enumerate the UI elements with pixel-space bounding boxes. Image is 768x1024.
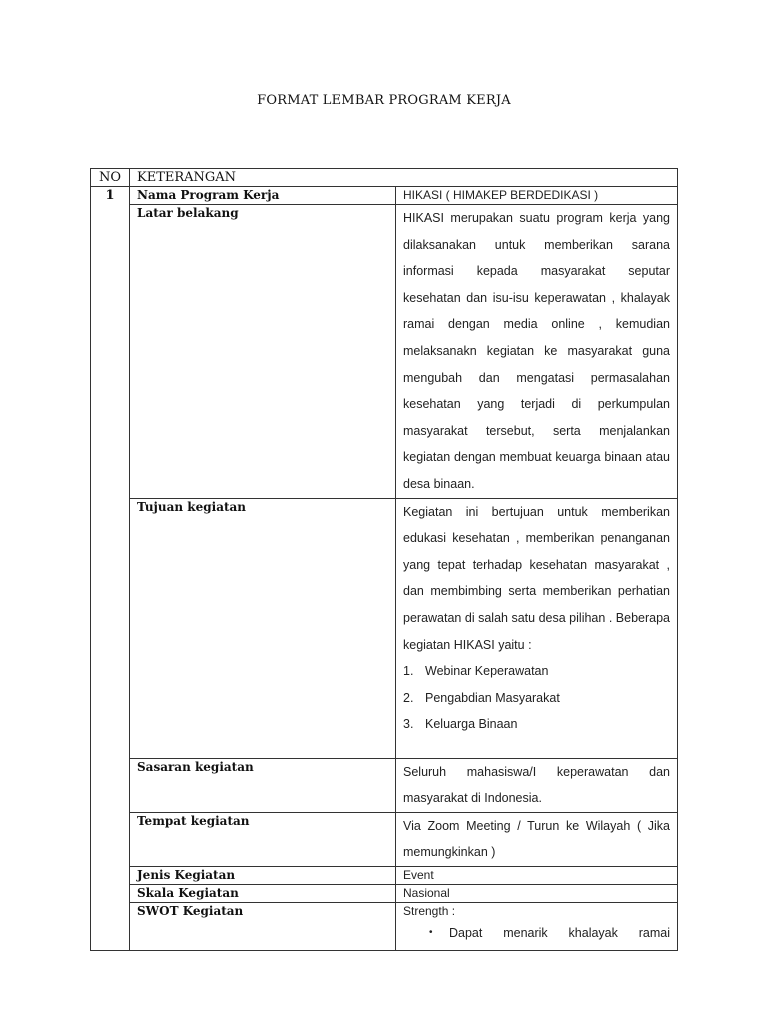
label-cell-swot	[130, 902, 396, 950]
swot-strength-label: Strength :	[403, 903, 456, 918]
table-row	[91, 884, 678, 902]
value-latar-belakang: HIKASI merupakan suatu program kerja yang dilaksanakan untuk memberikan sarana informasi kepada masyarakat seputar kesehatan dan isu-isu keperawatan , khalayak ramai dengan media online , kemudian melaksanakn kegiatan ke masyarakat guna mengubah dan mengatasi permasalahan kesehatan yang terjadi di perkumpulan masyarakat tersebut, serta menjalankan kegiatan dengan membuat keuarga binaan atau desa binaan.	[403, 211, 670, 491]
label-nama-program: Nama Program Kerja	[137, 188, 280, 202]
table-row	[91, 187, 678, 205]
label-sasaran-kegiatan: Sasaran kegiatan	[137, 759, 254, 774]
label-cell-nama	[130, 187, 396, 205]
label-swot-kegiatan: SWOT Kegiatan	[137, 903, 244, 918]
value-cell-swot	[396, 902, 678, 950]
value-cell-skala	[396, 884, 678, 902]
list-item: 2. Pengabdian Masyarakat	[403, 690, 560, 705]
label-cell-tujuan	[130, 498, 396, 758]
program-table	[90, 168, 678, 951]
label-cell-skala	[130, 884, 396, 902]
bullet-icon: •	[429, 926, 433, 938]
value-cell-jenis	[396, 866, 678, 884]
label-cell-jenis	[130, 866, 396, 884]
table-row	[91, 498, 678, 758]
table-header-row	[91, 169, 678, 187]
swot-bullet-item	[403, 920, 670, 947]
table-row	[91, 866, 678, 884]
document-title: FORMAT LEMBAR PROGRAM KERJA	[257, 93, 511, 108]
list-item: 1. Webinar Keperawatan	[403, 664, 549, 679]
value-cell-nama	[396, 187, 678, 205]
label-cell-latar	[130, 205, 396, 499]
label-cell-sasaran	[130, 758, 396, 812]
table-row	[91, 758, 678, 812]
swot-bullet-text: Dapat menarik khalayak ramai	[449, 925, 670, 940]
table-row	[91, 902, 678, 950]
row-number: 1	[91, 187, 130, 951]
value-sasaran-kegiatan: Seluruh mahasiswa/I keperawatan dan masyarakat di Indonesia.	[403, 764, 670, 806]
hikasi-activity-list	[403, 658, 670, 738]
value-cell-tempat	[396, 812, 678, 866]
value-jenis-kegiatan: Event	[403, 867, 434, 882]
value-tempat-kegiatan: Via Zoom Meeting / Turun ke Wilayah ( Jika memungkinkan )	[403, 818, 670, 860]
label-latar-belakang: Latar belakang	[137, 206, 239, 220]
label-jenis-kegiatan: Jenis Kegiatan	[137, 867, 236, 882]
value-tujuan-kegiatan: Kegiatan ini bertujuan untuk memberikan edukasi kesehatan , memberikan penanganan yang tepat terhadap kesehatan masyarakat , dan membimbing serta memberikan perhatian perawatan di salah satu desa pilihan . Beberapa kegiatan HIKASI yaitu :	[403, 504, 670, 652]
value-skala-kegiatan: Nasional	[403, 885, 450, 900]
header-keterangan: KETERANGAN	[130, 169, 678, 187]
label-skala-kegiatan: Skala Kegiatan	[137, 885, 239, 900]
list-item: 3. Keluarga Binaan	[403, 717, 518, 732]
value-cell-sasaran	[396, 758, 678, 812]
table-row	[91, 205, 678, 499]
table-row	[91, 812, 678, 866]
label-tempat-kegiatan: Tempat kegiatan	[137, 813, 250, 828]
value-nama-program: HIKASI ( HIMAKEP BERDEDIKASI )	[403, 188, 599, 202]
label-tujuan-kegiatan: Tujuan kegiatan	[137, 499, 247, 514]
header-no: NO	[91, 169, 130, 187]
label-cell-tempat	[130, 812, 396, 866]
value-cell-latar	[396, 205, 678, 499]
value-cell-tujuan	[396, 498, 678, 758]
